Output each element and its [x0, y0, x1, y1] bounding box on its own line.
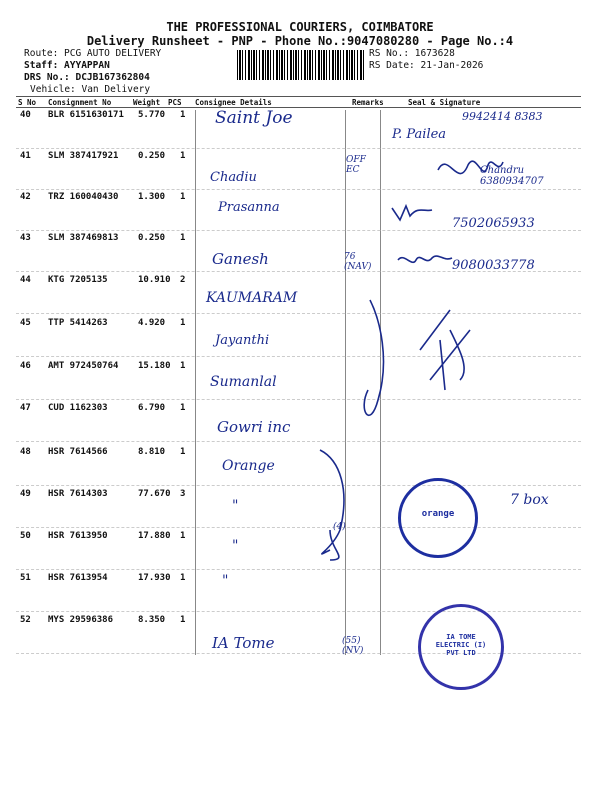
ditto-mark: " [222, 573, 229, 589]
row-sno: 51 [20, 573, 31, 583]
company-title: THE PROFESSIONAL COURIERS, COIMBATORE [166, 20, 434, 34]
signature-scribble [420, 310, 470, 390]
row-consignment: CUD 1162303 [48, 403, 108, 413]
row-sno: 52 [20, 615, 31, 625]
row-weight: 4.920 [138, 318, 166, 328]
row-consignment: SLM 387469813 [48, 233, 119, 243]
route-label: Route: PCG AUTO DELIVERY [24, 48, 162, 59]
row-sno: 48 [20, 447, 31, 457]
consignee-handwriting: KAUMARAM [206, 290, 298, 306]
consignee-handwriting: Gowri inc [217, 418, 291, 436]
consignee-handwriting: Orange [222, 458, 275, 474]
row-consignment: HSR 7613950 [48, 531, 108, 541]
row-weight: 5.770 [138, 110, 166, 120]
table-header-rule [16, 107, 581, 108]
vehicle-label: Vehicle: Van Delivery [30, 84, 151, 95]
col-consignment: Consignment No [48, 98, 112, 107]
consignee-handwriting: Prasanna [218, 200, 280, 215]
remark-handwriting: 76 (NAV) [344, 252, 372, 272]
barcode-image [237, 50, 365, 80]
stamp-text: IA TOME ELECTRIC (I) PVT LTD [435, 633, 487, 657]
row-pcs: 1 [180, 447, 186, 457]
signature-scribble [320, 450, 344, 560]
row-sno: 40 [20, 110, 31, 120]
row-weight: 8.350 [138, 615, 166, 625]
rs-date: RS Date: 21-Jan-2026 [369, 60, 484, 71]
company-stamp [398, 478, 478, 558]
row-sno: 50 [20, 531, 31, 541]
row-pcs: 1 [180, 361, 186, 371]
box-count-note: 7 box [510, 492, 549, 508]
stamp-text: orange [421, 509, 455, 519]
ditto-mark: " [232, 498, 239, 514]
row-sno: 47 [20, 403, 31, 413]
remark-handwriting: (4) [333, 522, 346, 532]
phone-handwriting: 9942414 8383 [462, 110, 543, 123]
table-top-rule [16, 96, 581, 97]
row-consignment: TRZ 160040430 [48, 192, 119, 202]
row-pcs: 1 [180, 615, 186, 625]
row-pcs: 1 [180, 151, 186, 161]
consignee-handwriting: Ganesh [212, 250, 269, 268]
row-pcs: 1 [180, 531, 186, 541]
signature-scribble [438, 161, 503, 173]
row-consignment: KTG 7205135 [48, 275, 108, 285]
row-pcs: 1 [180, 573, 186, 583]
row-consignment: TTP 5414263 [48, 318, 108, 328]
row-weight: 17.880 [138, 531, 171, 541]
signature-scribble [392, 206, 432, 220]
signature: Chandru 6380934707 [480, 165, 544, 187]
drs-label: DRS No.: DCJB167362804 [24, 72, 150, 83]
consignee-handwriting: Saint Joe [215, 108, 293, 128]
row-pcs: 3 [180, 489, 186, 499]
consignee-handwriting: Sumanlal [210, 374, 277, 390]
phone-handwriting: 7502065933 [452, 216, 535, 231]
ditto-mark: " [232, 538, 239, 554]
row-weight: 15.180 [138, 361, 171, 371]
row-weight: 0.250 [138, 151, 166, 161]
row-consignment: HSR 7614303 [48, 489, 108, 499]
remark-handwriting: OFF EC [346, 155, 366, 175]
row-pcs: 1 [180, 233, 186, 243]
col-remarks: Remarks [352, 98, 384, 107]
row-pcs: 1 [180, 110, 186, 120]
signature-strokes [300, 110, 590, 670]
col-weight: Weight [133, 98, 161, 107]
consignee-handwriting: IA Tome [212, 634, 275, 652]
row-sno: 43 [20, 233, 31, 243]
row-weight: 17.930 [138, 573, 171, 583]
phone-handwriting: 9080033778 [452, 258, 535, 273]
company-stamp [418, 604, 504, 690]
runsheet-subtitle: Delivery Runsheet - PNP - Phone No.:9047080280 - Page No.:4 [86, 34, 514, 48]
row-consignment: AMT 972450764 [48, 361, 119, 371]
col-sno: S No [18, 98, 37, 107]
consignee-handwriting: Chadiu [210, 170, 257, 185]
row-pcs: 1 [180, 403, 186, 413]
row-weight: 8.810 [138, 447, 166, 457]
row-pcs: 2 [180, 275, 186, 285]
signature-scribble [398, 256, 452, 262]
rs-number: RS No.: 1673628 [369, 48, 455, 59]
row-sno: 42 [20, 192, 31, 202]
row-sno: 41 [20, 151, 31, 161]
consignee-handwriting: Jayanthi [215, 333, 270, 348]
signature: P. Pailea [392, 127, 447, 142]
row-sno: 45 [20, 318, 31, 328]
row-weight: 1.300 [138, 192, 166, 202]
remark-handwriting: (55) (NV) [342, 636, 364, 656]
col-seal-signature: Seal & Signature [408, 98, 481, 107]
signature-scribble [364, 300, 383, 415]
row-sno: 46 [20, 361, 31, 371]
row-pcs: 1 [180, 318, 186, 328]
row-sno: 49 [20, 489, 31, 499]
row-consignment: MYS 29596386 [48, 615, 114, 625]
row-weight: 77.670 [138, 489, 171, 499]
row-weight: 10.910 [138, 275, 171, 285]
row-consignment: SLM 387417921 [48, 151, 119, 161]
row-weight: 6.790 [138, 403, 166, 413]
col-pcs: PCS [168, 98, 182, 107]
row-consignment: HSR 7613954 [48, 573, 108, 583]
col-consignee: Consignee Details [195, 98, 272, 107]
row-consignment: HSR 7614566 [48, 447, 108, 457]
row-sno: 44 [20, 275, 31, 285]
row-weight: 0.250 [138, 233, 166, 243]
row-pcs: 1 [180, 192, 186, 202]
staff-label: Staff: AYYAPPAN [24, 60, 110, 71]
row-consignment: BLR 6151630171 [48, 110, 124, 120]
